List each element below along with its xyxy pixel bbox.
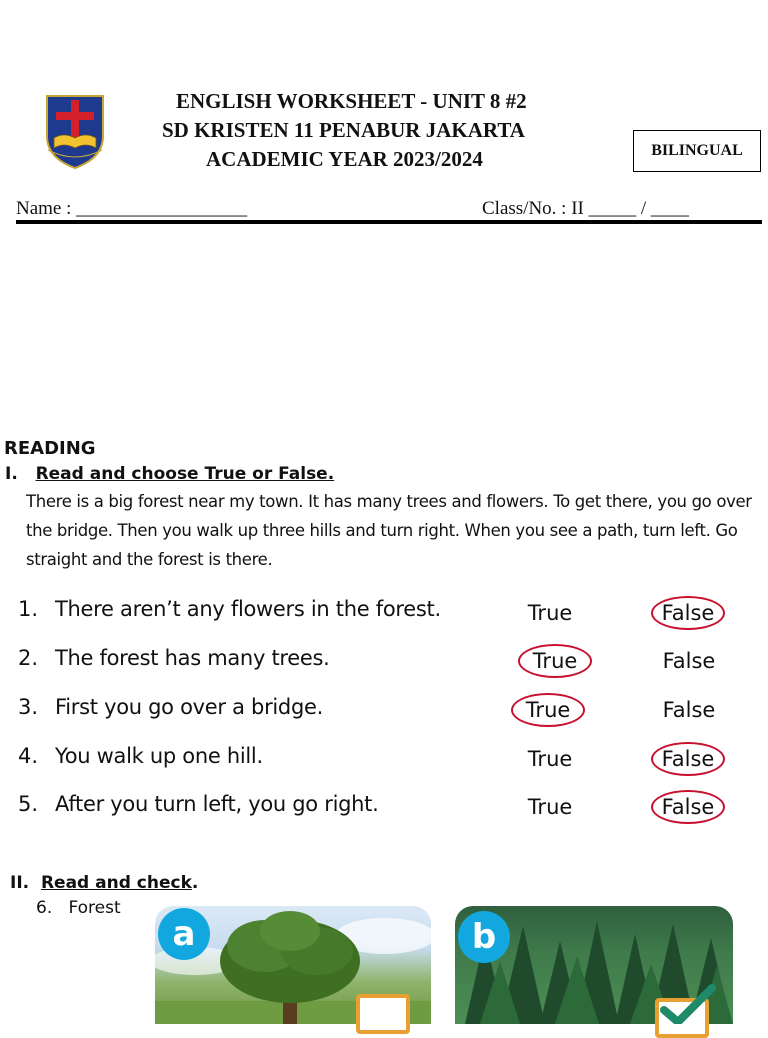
question-number: 4. bbox=[18, 744, 39, 768]
true-option-circled[interactable]: True bbox=[511, 693, 585, 727]
question-number: 3. bbox=[18, 695, 39, 719]
question-text: First you go over a bridge. bbox=[55, 695, 323, 719]
part-two-instruction: Read and check bbox=[40, 873, 192, 893]
worksheet-title: ENGLISH WORKSHEET - UNIT 8 #2 bbox=[176, 89, 527, 113]
part-two-numeral: II. bbox=[10, 873, 30, 893]
part-one-heading bbox=[5, 464, 334, 484]
false-option-circled[interactable]: False bbox=[651, 596, 725, 630]
reading-passage: There is a big forest near my town. It has many trees and flowers. To get there, you go over the bridge. Then you walk up three hills and turn right. When you see a path, turn left. Go straight and the forest is there. bbox=[26, 492, 752, 569]
question-text: The forest has many trees. bbox=[55, 646, 330, 670]
class-number-field[interactable]: Class/No. : II _____ / ____ bbox=[482, 198, 689, 219]
question-number: 5. bbox=[18, 792, 39, 816]
header-divider bbox=[16, 220, 762, 224]
item-label: Forest bbox=[68, 898, 121, 918]
check-mark-icon bbox=[656, 980, 716, 1024]
false-option[interactable]: False bbox=[662, 698, 716, 722]
part-two-period: . bbox=[191, 873, 199, 893]
question-number: 2. bbox=[18, 646, 39, 670]
item-six bbox=[36, 898, 121, 918]
item-number: 6. bbox=[36, 898, 53, 918]
academic-year: ACADEMIC YEAR 2023/2024 bbox=[206, 147, 483, 171]
bilingual-badge: BILINGUAL bbox=[633, 130, 761, 172]
option-a-checkbox[interactable] bbox=[356, 994, 410, 1034]
false-option-circled[interactable]: False bbox=[651, 742, 725, 776]
true-option[interactable]: True bbox=[527, 795, 573, 819]
true-option-circled[interactable]: True bbox=[518, 644, 592, 678]
part-one-numeral: I. bbox=[5, 464, 18, 484]
option-b-badge: b bbox=[458, 911, 510, 963]
question-text: After you turn left, you go right. bbox=[55, 792, 379, 816]
false-option-circled[interactable]: False bbox=[651, 790, 725, 824]
school-logo bbox=[44, 92, 106, 174]
question-text: There aren’t any flowers in the forest. bbox=[55, 597, 441, 621]
school-name: SD KRISTEN 11 PENABUR JAKARTA bbox=[162, 118, 525, 142]
part-one-instruction: Read and choose True or False. bbox=[35, 464, 335, 484]
true-option[interactable]: True bbox=[527, 747, 573, 771]
name-field[interactable]: Name : __________________ bbox=[16, 198, 248, 219]
section-heading-reading: READING bbox=[4, 438, 96, 459]
option-a-badge: a bbox=[158, 908, 210, 960]
question-text: You walk up one hill. bbox=[55, 744, 263, 768]
question-number: 1. bbox=[18, 597, 39, 621]
true-option[interactable]: True bbox=[527, 601, 573, 625]
part-two-heading bbox=[10, 873, 198, 893]
false-option[interactable]: False bbox=[662, 649, 716, 673]
